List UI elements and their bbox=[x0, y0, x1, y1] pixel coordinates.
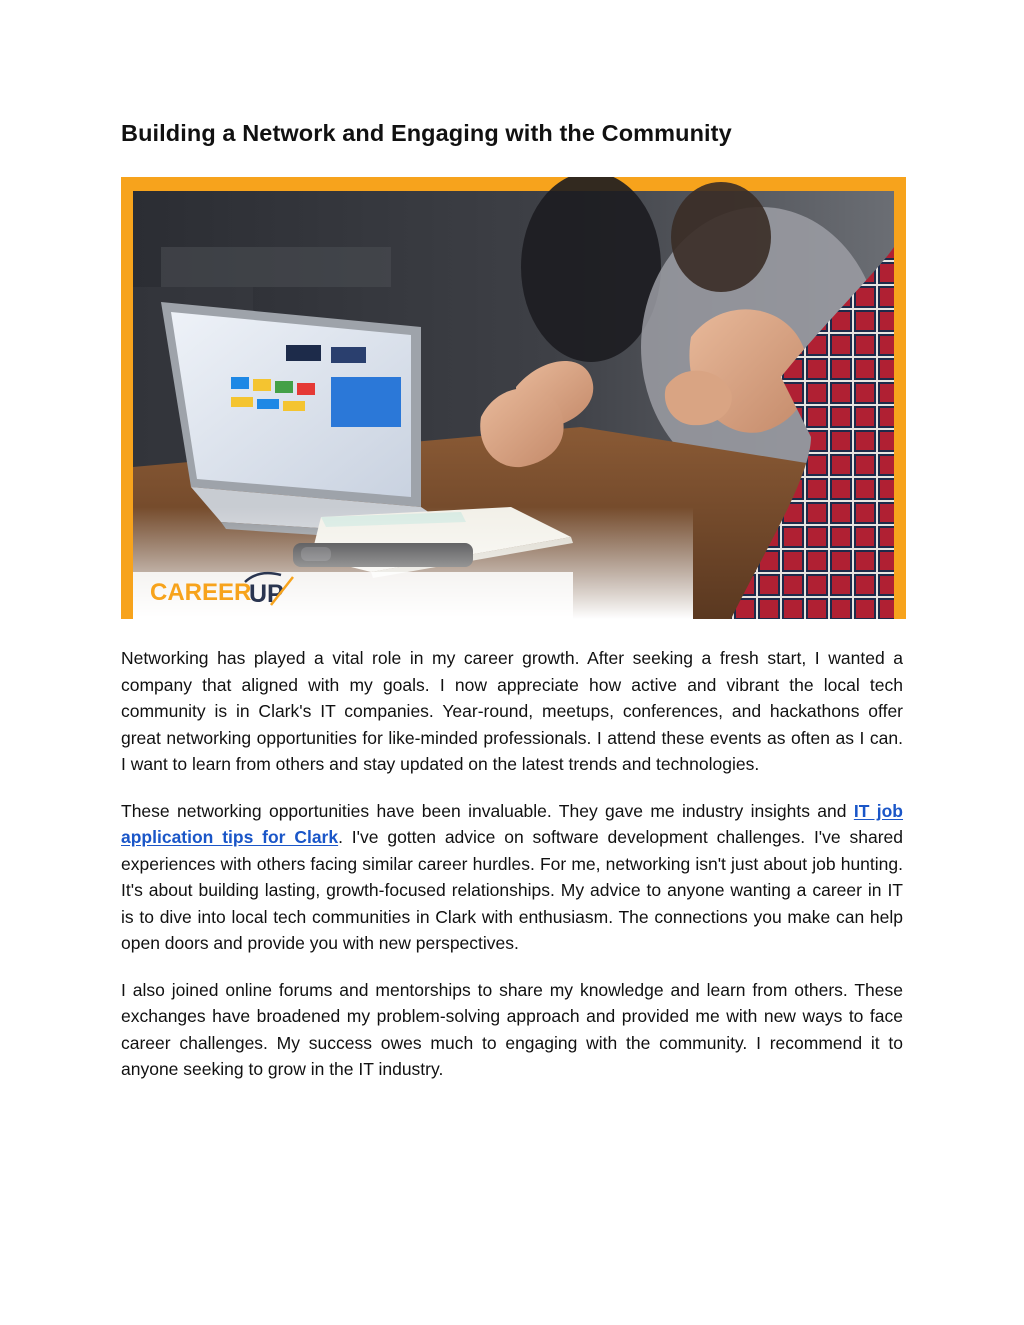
paragraph-networking-intro: Networking has played a vital role in my career growth. After seeking a fresh start, I wanted a company that aligned with my goals. I now appreciate how active and vibrant the local tech community is in Clark's IT companies. Year-round, meetups, conferences, and hackathons offer great networking opportunities for like-minded professionals. I attend these events as often as I can. I want to learn from others and stay updated on the latest trends and technologies. bbox=[121, 648, 903, 774]
page-title: Building a Network and Engaging with the Community bbox=[121, 120, 732, 146]
logo-career-text: CAREER bbox=[150, 579, 252, 606]
paragraph2-text-after: . I've gotten advice on software development challenges. I've shared experiences with others facing similar career hurdles. For me, networking isn't just about job hunting. It's about building lasting, growth-focused relationships. My advice to anyone wanting a career in IT is to dive into local tech communities in Clark with enthusiasm. The connections you make can help open doors and provide you with new perspectives. bbox=[121, 827, 903, 953]
hero-image bbox=[121, 177, 906, 619]
paragraph-networking-value bbox=[121, 798, 903, 957]
article-body bbox=[121, 645, 903, 1103]
hero-photo-illustration bbox=[121, 177, 906, 619]
it-job-tips-link[interactable]: IT job application tips for Clark bbox=[121, 800, 904, 847]
paragraph-online-forums: I also joined online forums and mentorships to share my knowledge and learn from others. These exchanges have broadened my problem-solving approach and provided me with new ways to face career challenges. My success owes much to engaging with the community. I recommend it to anyone seeking to grow in the IT industry. bbox=[121, 979, 903, 1079]
paragraph2-text-before: These networking opportunities have been invaluable. They gave me industry insights and bbox=[121, 800, 854, 821]
logo-up-text: UP bbox=[249, 580, 284, 608]
